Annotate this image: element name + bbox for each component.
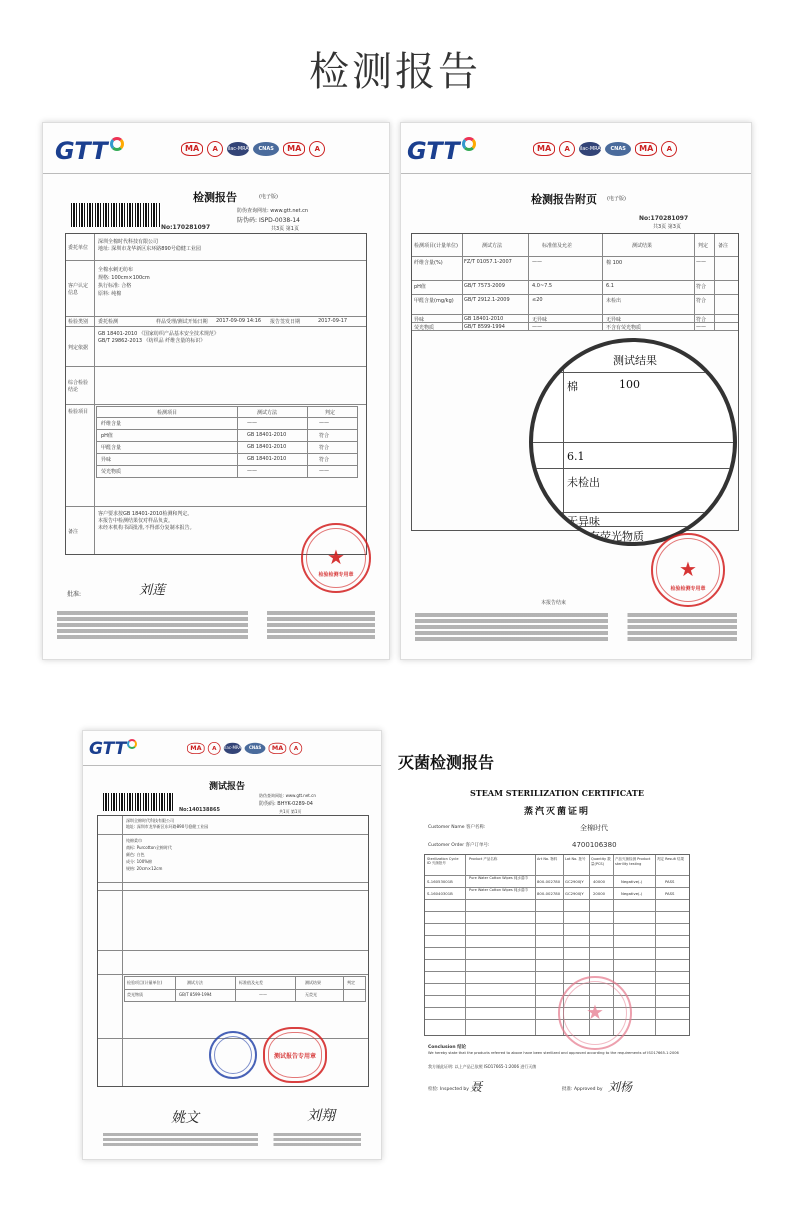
customer-order-label: Customer Order 客户订单号: (428, 843, 490, 848)
query-site: www.gtt.net.cn (270, 208, 309, 214)
appendix-row-judge: —— (696, 324, 706, 330)
st-row-qty: 40000 (593, 879, 606, 884)
item-judge: —— (319, 420, 329, 426)
date-row-type: 委托检测 (98, 319, 119, 325)
page-count: 共1页 第1页 (279, 809, 302, 814)
test-items-subtable (124, 976, 366, 1002)
item-judge: —— (319, 468, 329, 474)
appendix-row-method: GB/T 2912.1-2009 (464, 297, 510, 303)
st-header-lot: Lot No. 批号 (565, 857, 586, 861)
sterilization-stamp (558, 976, 632, 1050)
blue-seal (209, 1031, 257, 1079)
remarks-line-2: 本报告中检测结果仅对样品负责。 (98, 518, 174, 524)
test-header-item: 检验项目(计量单位) (127, 980, 163, 985)
appendix-row-item: 荧光物质 (414, 325, 435, 331)
report-no-label: No: (161, 224, 173, 231)
appendix-row-standard: 无异味 (532, 317, 548, 323)
test-report-footer (83, 1131, 381, 1148)
barcode (103, 793, 175, 811)
cma-logo-2: MA (283, 142, 305, 156)
item-name: 异味 (101, 457, 112, 463)
appendix-header-judge: 判定 (698, 243, 709, 249)
item-name: 甲醛含量 (101, 445, 122, 451)
sample-line-2: 商标: Purcotton全棉时代 (126, 845, 172, 850)
appendix-row-item: 异味 (414, 317, 425, 323)
gtt-logo-mark-icon (110, 137, 124, 151)
cma-logo: MA (533, 142, 555, 156)
magnifier-header: 测试结果 (613, 354, 657, 367)
date-row-issued: 2017-09-17 (318, 318, 348, 324)
sterilization-table (424, 854, 690, 1036)
report-table (65, 233, 367, 555)
report-main-image (42, 122, 390, 660)
ilac-logo: ilac-MRA (227, 142, 249, 156)
test-report-title: 测试报告 (209, 782, 246, 792)
report-header (43, 123, 389, 174)
appendix-title-note: (电子版) (607, 196, 626, 202)
item-judge: 符合 (319, 445, 330, 451)
query-site: www.gtt.net.cn (285, 793, 316, 798)
stamp-star-icon: ★ (679, 556, 697, 581)
stamp-star-icon: ★ (586, 999, 604, 1024)
date-row-label: 检验类别 (68, 319, 89, 325)
st-row-product: Pure Water Cotton Wipes 纯水湿巾 (469, 876, 528, 880)
remarks-label: 备注 (68, 529, 79, 535)
code-value: ISPD-0038-14 (258, 217, 301, 224)
item-method: GB 18401-2010 (247, 432, 287, 438)
appendix-header-remark: 备注 (718, 243, 729, 249)
sample-line-2: 规格: 100cm×100cm (98, 275, 150, 281)
certificate-title-cn: 蒸汽灭菌证明 (523, 807, 590, 817)
inspector-signature: 姚文 (171, 1110, 199, 1126)
gtt-logo-mark-icon (127, 739, 137, 749)
st-row-lot: GC2900JY (565, 879, 584, 884)
stamp-text: 检验检测专用章 (670, 586, 706, 592)
st-row-result: PASS (665, 879, 675, 884)
appendix-header-item: 检测项目(计量单位) (414, 243, 458, 249)
cma-logo-2: MA (269, 743, 287, 754)
appendix-row-result: 不含有荧光物质 (606, 325, 642, 331)
appendix-row-result: 未检出 (606, 298, 622, 304)
item-method: GB 18401-2010 (247, 456, 287, 462)
stamp-text: 测试报告专用章 (273, 1053, 316, 1060)
client-line-2: 地址: 深圳市龙华新区东环路890号稳健工业园 (126, 824, 209, 829)
test-header-result: 测试结果 (305, 980, 321, 985)
code-label: 防伪码: (237, 217, 258, 224)
remarks-line-3: 未经本机构书面批准,不得部分复制本报告。 (98, 525, 195, 531)
report-appendix-image (400, 122, 752, 660)
sample-line-1: 纯棉柔巾 (126, 838, 142, 843)
appendix-row-judge: 符合 (696, 317, 707, 323)
ilac-logo: ilac-MRA (579, 142, 601, 156)
date-row-issued-label: 报告签发日期 (270, 319, 301, 325)
test-header-judge: 判定 (347, 980, 355, 985)
approved-by-label: 批准: Approved by (562, 1087, 603, 1092)
appendix-row-item: 纤维含量(%) (414, 260, 443, 266)
item-method: GB 18401-2010 (247, 444, 287, 450)
cma-logo: MA (181, 142, 203, 156)
page-title: 检测报告 (309, 49, 481, 95)
magnifier-fiber-value: 100 (619, 378, 640, 391)
appendix-row-standard: —— (532, 259, 542, 265)
approver-signature: 刘莲 (139, 583, 166, 598)
appendix-header (401, 123, 751, 174)
cnas-logo: CNAS (253, 142, 279, 156)
sample-line-5: 规格: 20cm×12cm (126, 866, 163, 871)
appendix-row-result: 6.1 (606, 283, 614, 289)
st-row-testing: Negative(-) (621, 879, 643, 884)
stamp-text: 检验检测专用章 (318, 572, 354, 578)
test-report-stamp (263, 1027, 327, 1083)
gtt-logo-mark-icon (462, 137, 476, 151)
items-label: 检验项目 (68, 409, 89, 415)
query-site-label: 防伪查询网址: (259, 793, 285, 798)
st-header-testing: 产品灭菌检测 Product sterility testing (615, 857, 651, 866)
appendix-title: 检测报告附页 (531, 193, 597, 206)
conclusion-line-cn: 我方谨此证明: 以上产品已依照 ISO17665-1:2006 进行灭菌 (428, 1064, 537, 1069)
client-line-2: 地址: 深圳市龙华新区东环路890号稳健工业园 (98, 246, 201, 252)
customer-order-no: 4700106380 (572, 841, 617, 849)
customer-name-label: Customer Name 客户名称: (428, 825, 486, 830)
cal-logo: A (559, 141, 575, 157)
appendix-row-standard: 4.0~7.5 (532, 283, 553, 289)
sample-line-3: 颜色: 白色 (126, 852, 145, 857)
sterilization-section-title: 灭菌检测报告 (398, 753, 495, 772)
test-header-standard: 标准值及允差 (239, 980, 263, 985)
cma-logo: MA (187, 743, 205, 754)
st-row-qty: 20000 (593, 891, 606, 896)
items-header-item: 检测项目 (157, 410, 178, 416)
appendix-row-method: GB 18401-2010 (464, 316, 504, 322)
appendix-row-item: 甲醛含量(mg/kg) (414, 298, 454, 304)
appendix-header-method: 测试方法 (482, 243, 503, 249)
test-item-result: 无荧光 (305, 992, 317, 997)
accreditation-logos (181, 141, 325, 157)
report-no-label: No: (179, 807, 189, 813)
appendix-row-method: FZ/T 01057.1-2007 (464, 259, 512, 265)
st-header-result: 判定 Result 结果 (657, 857, 685, 861)
sample-line-3: 执行标准: 合格 (98, 283, 132, 289)
cal-logo-2: A (309, 141, 325, 157)
appendix-row-judge: 符合 (696, 298, 707, 304)
appendix-row-judge: 符合 (696, 284, 707, 290)
report-no: 140138865 (188, 807, 220, 813)
conclusion-label: Conclusion 结论 (428, 1045, 467, 1050)
gtt-logo: GTT (89, 739, 137, 759)
st-row-result: PASS (665, 891, 675, 896)
magnifier-fiber-label: 棉 (567, 380, 578, 393)
sample-line-1: 全棉水刺无纺布 (98, 267, 134, 273)
cal-logo: A (208, 742, 221, 755)
accreditation-logos (187, 742, 302, 755)
appendix-row-method: GB/T 8599-1994 (464, 324, 505, 330)
st-header-cycle: Sterilization Cycle ID 灭菌批号 (427, 857, 459, 865)
st-row-lot: GC2900JY (565, 891, 584, 896)
sample-label: 客户认定信息 (68, 283, 89, 296)
st-row-cycle: S-16040301B (427, 891, 453, 896)
item-name: 荧光物质 (101, 469, 122, 475)
cnas-logo: CNAS (605, 142, 631, 156)
date-row-received: 2017-09-09 14:16 (216, 318, 262, 324)
item-judge: 符合 (319, 433, 330, 439)
client-line-1: 深圳全棉时代科技有限公司 (126, 818, 174, 823)
magnifier-formaldehyde: 未检出 (567, 476, 600, 489)
approver-label: 批准: (67, 591, 82, 598)
sample-line-4: 原料: 纯棉 (98, 291, 122, 297)
standard-label: 判定依据 (68, 345, 89, 351)
cal-logo-2: A (290, 742, 303, 755)
item-name: 纤维含量 (101, 421, 122, 427)
client-line-1: 深圳全棉时代科技有限公司 (98, 239, 159, 245)
stamp-star-icon: ★ (327, 544, 345, 569)
report-no: 170281097 (650, 215, 689, 222)
report-no: 170281097 (172, 224, 211, 231)
conclusion-label: 综合检验结论 (68, 380, 89, 393)
approver-signature: 刘杨 (608, 1080, 633, 1094)
report-title: 检测报告 (193, 191, 237, 204)
test-item-name: 荧光物质 (127, 992, 143, 997)
st-header-product: Product 产品名称 (469, 857, 498, 861)
inspector-signature: 聂 (470, 1080, 483, 1094)
appendix-row-standard: ≤20 (532, 297, 543, 303)
item-method: —— (247, 468, 257, 474)
test-report-header (83, 731, 381, 766)
date-row-received-label: 样品受理/测试开始日期 (156, 319, 208, 325)
cnas-logo: CNAS (245, 743, 266, 754)
report-test-image (82, 730, 382, 1160)
appendix-row-result: 无异味 (606, 317, 622, 323)
magnifier-callout (529, 338, 737, 546)
gtt-logo: GTT (407, 137, 476, 165)
st-row-testing: Negative(-) (621, 891, 643, 896)
items-header-method: 测试方法 (257, 410, 278, 416)
report-title-note: (电子版) (259, 194, 278, 200)
test-header-method: 测试方法 (187, 980, 203, 985)
cal-logo: A (207, 141, 223, 157)
items-header-judge: 判定 (325, 410, 336, 416)
appendix-row-result: 棉 100 (606, 260, 623, 266)
appendix-row-judge: —— (696, 259, 706, 265)
client-label: 委托单位 (68, 245, 89, 251)
items-subtable (96, 406, 358, 478)
page-count: 共3页 第1页 (271, 226, 299, 232)
customer-name: 全棉时代 (580, 824, 608, 832)
st-row-cycle: S-16053001B (427, 879, 453, 884)
code-label: 防伪码: (259, 801, 276, 807)
appendix-row-standard: —— (532, 324, 542, 330)
magnifier-ph-value: 6.1 (567, 450, 585, 463)
inspection-stamp (301, 523, 371, 593)
sample-line-4: 成分: 100%棉 (126, 859, 153, 864)
conclusion-line-en: We hereby state that the products referred to above have been sterilized and approved according to the requirements of ISO17665-1:2006 (428, 1051, 679, 1055)
appendix-footer (401, 611, 751, 643)
appendix-row-method: GB/T 7573-2009 (464, 283, 505, 289)
cal-logo-2: A (661, 141, 677, 157)
st-header-art: Art No. 物料 (537, 857, 558, 861)
item-method: —— (247, 420, 257, 426)
appendix-header-result: 测试结果 (632, 243, 653, 249)
item-name: pH值 (101, 433, 113, 439)
certificate-title-en: STEAM STERILIZATION CERTIFICATE (470, 788, 644, 798)
st-row-product: Pure Water Cotton Wipes 纯水湿巾 (469, 888, 528, 892)
magnifier-odor: 无异味 (567, 515, 600, 528)
inspected-by-label: 检验: Inspected by (428, 1087, 469, 1092)
page-count: 共3页 第3页 (653, 224, 681, 230)
st-row-art: 800-002780 (537, 879, 561, 884)
report-no-label: No: (639, 215, 651, 222)
standard-line-2: GB/T 29862-2013 《纺织品 纤维含量的标识》 (98, 338, 206, 344)
st-header-qty: Quantity 数量(PCS) (591, 857, 611, 866)
cma-logo-2: MA (635, 142, 657, 156)
end-note: 本报告结束 (541, 600, 567, 606)
appendix-row-item: pH值 (414, 284, 426, 290)
code-value: BHYK-0289-04 (277, 801, 313, 807)
report-footer (43, 609, 389, 641)
inspection-stamp (651, 533, 725, 607)
gtt-logo: GTT (55, 137, 124, 165)
barcode (71, 203, 161, 227)
appendix-header-standard: 标准值及允差 (542, 243, 573, 249)
test-item-method: GB/T 8599-1994 (179, 992, 212, 997)
magnifier-fluorescent: 不含有荧光物质 (567, 530, 644, 543)
remarks-line-1: 客户要求按GB 18401-2010检测和判定。 (98, 511, 193, 517)
st-row-art: 800-002780 (537, 891, 561, 896)
accreditation-logos (533, 141, 677, 157)
item-judge: 符合 (319, 457, 330, 463)
ilac-logo: ilac-MRA (224, 743, 242, 754)
test-item-standard: —— (259, 992, 267, 997)
sterilization-certificate (412, 780, 702, 1110)
standard-line-1: GB 18401-2010 《国家纺织产品基本安全技术规范》 (98, 331, 219, 337)
query-site-label: 防伪查询网址: (237, 208, 269, 214)
approver-signature: 刘翔 (307, 1108, 335, 1124)
